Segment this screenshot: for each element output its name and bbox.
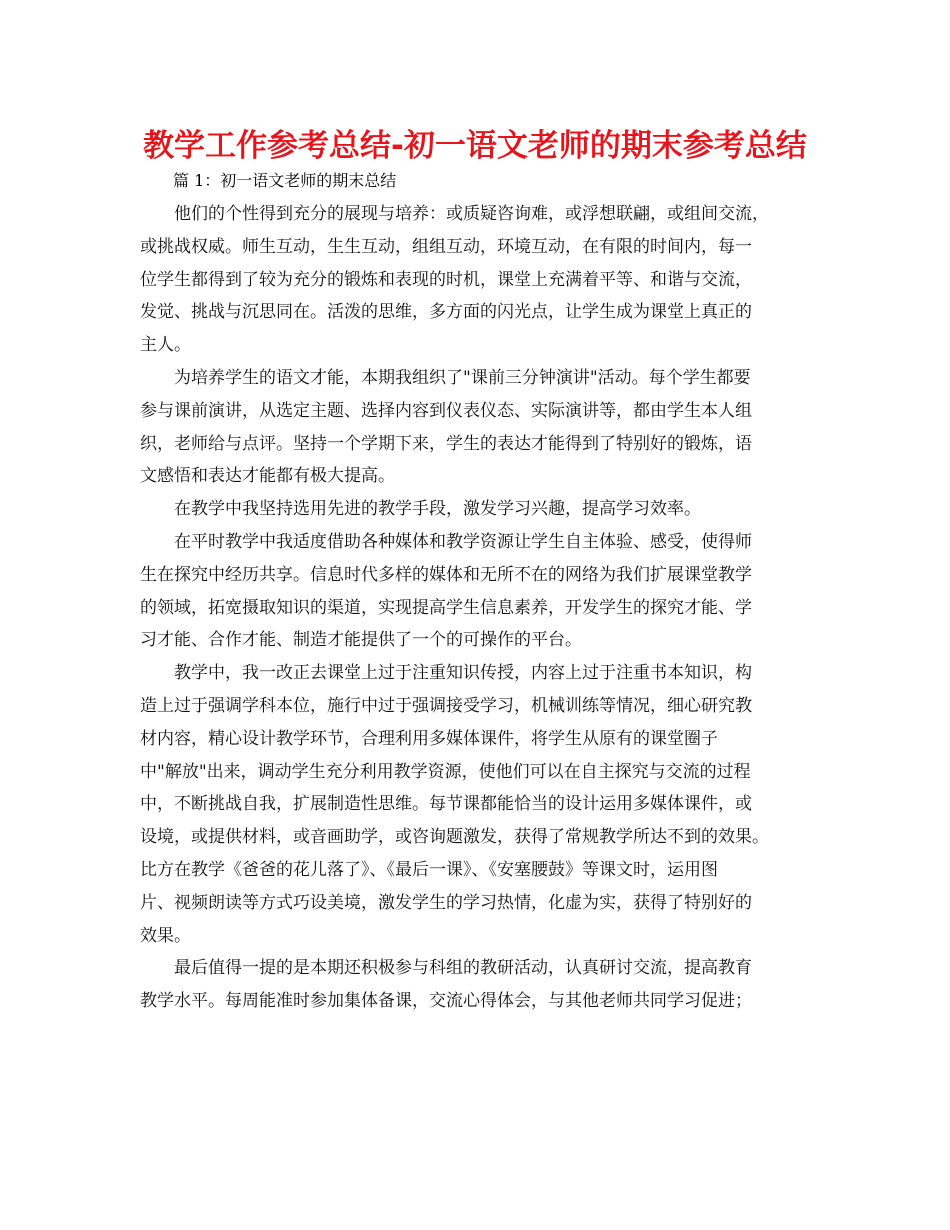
- paragraph-line: 中，不断挑战自我，扩展制造性思维。每节课都能恰当的设计运用多媒体课件，或: [140, 794, 752, 815]
- paragraph-line: 教学中，我一改正去课堂上过于注重知识传授，内容上过于注重书本知识，构: [174, 663, 752, 684]
- paragraph-line: 生在探究中经历共享。信息时代多样的媒体和无所不在的网络为我们扩展课堂教学: [140, 564, 752, 585]
- paragraph: [140, 526, 820, 657]
- paragraph-line: 织，老师给与点评。坚持一个学期下来，学生的表达才能得到了特别好的锻炼，语: [140, 433, 752, 454]
- paragraph: [140, 493, 820, 526]
- document-subtitle: 篇 1：初一语文老师的期末总结: [173, 171, 397, 190]
- paragraph-line: 造上过于强调学科本位，施行中过于强调接受学习，机械训练等情况，细心研究教: [140, 695, 752, 716]
- paragraph-line: 习才能、合作才能、制造才能提供了一个的可操作的平台。: [140, 630, 582, 651]
- paragraph-line: 文感悟和表达才能都有极大提高。: [140, 466, 395, 487]
- paragraph-line: 为培养学生的语文才能，本期我组织了"课前三分钟演讲"活动。每个学生都要: [174, 367, 751, 388]
- paragraph-line: 效果。: [140, 925, 191, 946]
- paragraph-line: 主人。: [140, 335, 191, 356]
- paragraph-line: 位学生都得到了较为充分的锻炼和表现的时机，课堂上充满着平等、和谐与交流，: [140, 269, 752, 290]
- paragraph-line: 材内容，精心设计教学环节，合理利用多媒体课件，将学生从原有的课堂圈子: [140, 728, 718, 749]
- paragraph-line: 在平时教学中我适度借助各种媒体和教学资源让学生自主体验、感受，使得师: [174, 531, 752, 552]
- paragraph-line: 他们的个性得到充分的展现与培养：或质疑咨询难，或浮想联翩，或组间交流，: [174, 204, 769, 224]
- paragraph: [140, 657, 820, 952]
- paragraph-line: 参与课前演讲，从选定主题、选择内容到仪表仪态、实际演讲等，都由学生本人组: [140, 400, 752, 421]
- paragraph-line: 教学水平。每周能准时参加集体备课，交流心得体会，与其他老师共同学习促进；: [140, 991, 752, 1012]
- paragraph-line: 在教学中我坚持选用先进的教学手段，激发学习兴趣，提高学习效率。: [174, 499, 701, 520]
- paragraph-line: 设境，或提供材料，或音画助学，或咨询题激发，获得了常规教学所达不到的效果。: [140, 827, 769, 848]
- paragraph: [140, 198, 820, 362]
- paragraph-line: 发觉、挑战与沉思同在。活泼的思维，多方面的闪光点，让学生成为课堂上真正的: [140, 302, 752, 323]
- paragraph-line: 最后值得一提的是本期还积极参与科组的教研活动，认真研讨交流，提高教育: [174, 958, 752, 979]
- paragraph-line: 中"解放"出来，调动学生充分利用教学资源，使他们可以在自主探究与交流的过程: [140, 761, 751, 782]
- paragraph: [140, 952, 820, 1018]
- paragraph-line: 或挑战权威。师生互动，生生互动，组组互动，环境互动，在有限的时间内，每一: [140, 236, 752, 257]
- paragraph-line: 的领域，拓宽摄取知识的渠道，实现提高学生信息素养，开发学生的探究才能、学: [140, 597, 752, 618]
- paragraph-line: 比方在教学《爸爸的花儿落了》、《最后一课》、《安塞腰鼓》等课文时，运用图: [140, 859, 718, 880]
- paragraph: [140, 362, 820, 493]
- document-body: [140, 198, 820, 1018]
- document-title: 教学工作参考总结-初一语文老师的期末参考总结: [143, 128, 807, 164]
- paragraph-line: 片、视频朗读等方式巧设美境，激发学生的学习热情，化虚为实，获得了特别好的: [140, 892, 752, 913]
